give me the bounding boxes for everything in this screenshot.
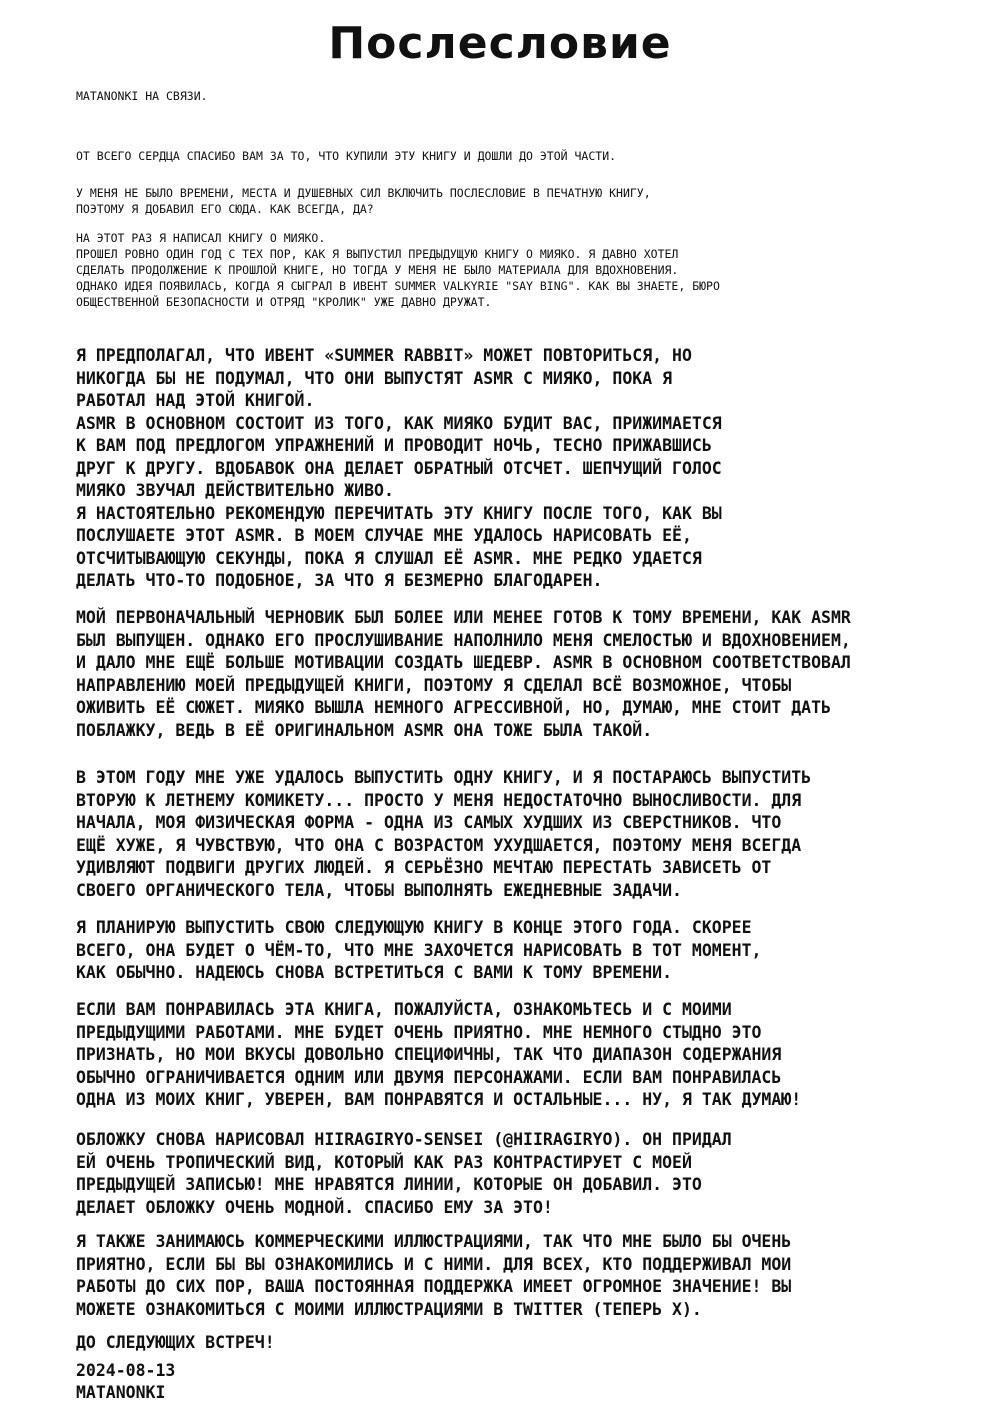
body-paragraph: ОБЛОЖКУ СНОВА НАРИСОВАЛ HIIRAGIRYO-SENSEI (@HIIRAGIRYO). ОН ПРИДАЛ ЕЙ ОЧЕНЬ ТРОПИЧЕСКИЙ ВИД, КОТОРЫЙ КАК РАЗ КОНТРАСТИРУЕТ С МОЕЙ ПРЕДЫДУЩЕЙ ЗАПИСЬЮ! МНЕ НРАВЯТСЯ ЛИНИИ, КОТОРЫЕ ОН ДОБАВИЛ. ЭТО ДЕЛАЕТ ОБЛОЖКУ ОЧЕНЬ МОДНОЙ. СПАСИБО ЕМУ ЗА ЭТО! <box>76 1130 732 1217</box>
intro-paragraph: У МЕНЯ НЕ БЫЛО ВРЕМЕНИ, МЕСТА И ДУШЕВНЫХ СИЛ ВКЛЮЧИТЬ ПОСЛЕСЛОВИЕ В ПЕЧАТНУЮ КНИГУ, ПОЭТОМУ Я ДОБАВИЛ ЕГО СЮДА. КАК ВСЕГДА, ДА? <box>76 186 651 216</box>
greeting-line: MATANONKI НА СВЯЗИ. <box>76 89 208 103</box>
body-paragraph: Я ТАКЖЕ ЗАНИМАЮСЬ КОММЕРЧЕСКИМИ ИЛЛЮСТРАЦИЯМИ, ТАК ЧТО МНЕ БЫЛО БЫ ОЧЕНЬ ПРИЯТНО, ЕСЛИ БЫ ВЫ ОЗНАКОМИЛИСЬ И С НИМИ. ДЛЯ ВСЕХ, КТО ПОДДЕРЖИВАЛ МОИ РАБОТЫ ДО СИХ ПОР, ВАША ПОСТОЯННАЯ ПОДДЕРЖКА ИМЕЕТ ОГРОМНОЕ ЗНАЧЕНИЕ! ВЫ МОЖЕТЕ ОЗНАКОМИТЬСЯ С МОИМИ ИЛЛЮСТРАЦИЯМИ В TWITTER (ТЕПЕРЬ X). <box>76 1232 792 1319</box>
body-paragraph: В ЭТОМ ГОДУ МНЕ УЖЕ УДАЛОСЬ ВЫПУСТИТЬ ОДНУ КНИГУ, И Я ПОСТАРАЮСЬ ВЫПУСТИТЬ ВТОРУЮ К ЛЕТНЕМУ КОМИКЕТУ... ПРОСТО У МЕНЯ НЕДОСТАТОЧНО ВЫНОСЛИВОСТИ. ДЛЯ НАЧАЛА, МОЯ ФИЗИЧЕСКАЯ ФОРМА - ОДНА ИЗ САМЫХ ХУДШИХ ИЗ СВЕРСТНИКОВ. ЧТО ЕЩЁ ХУЖЕ, Я ЧУВСТВУЮ, ЧТО ОНА С ВОЗРАСТОМ УХУДШАЕТСЯ, ПОЭТОМУ МЕНЯ ВСЕГДА УДИВЛЯЮТ ПОДВИГИ ДРУГИХ ЛЮДЕЙ. Я СЕРЬЁЗНО МЕЧТАЮ ПЕРЕСТАТЬ ЗАВИСЕТЬ ОТ СВОЕГО ОРГАНИЧЕСКОГО ТЕЛА, ЧТОБЫ ВЫПОЛНЯТЬ ЕЖЕДНЕВНЫЕ ЗАДАЧИ. <box>76 768 812 900</box>
date-line: 2024-08-13 <box>76 1361 176 1380</box>
body-paragraph: Я ПРЕДПОЛАГАЛ, ЧТО ИВЕНТ «SUMMER RABBIT» МОЖЕТ ПОВТОРИТЬСЯ, НО НИКОГДА БЫ НЕ ПОДУМАЛ, ЧТО ОНИ ВЫПУСТЯТ ASMR С МИЯКО, ПОКА Я РАБОТАЛ НАД ЭТОЙ КНИГОЙ. ASMR В ОСНОВНОМ СОСТОИТ ИЗ ТОГО, КАК МИЯКО БУДИТ ВАС, ПРИЖИМАЕТСЯ К ВАМ ПОД ПРЕДЛОГОМ УПРАЖНЕНИЙ И ПРОВОДИТ НОЧЬ, ТЕСНО ПРИЖАВШИСЬ ДРУГ К ДРУГУ. ВДОБАВОК ОНА ДЕЛАЕТ ОБРАТНЫЙ ОТСЧЕТ. ШЕПЧУЩИЙ ГОЛОС МИЯКО ЗВУЧАЛ ДЕЙСТВИТЕЛЬНО ЖИВО. Я НАСТОЯТЕЛЬНО РЕКОМЕНДУЮ ПЕРЕЧИТАТЬ ЭТУ КНИГУ ПОСЛЕ ТОГО, КАК ВЫ ПОСЛУШАЕТЕ ЭТОТ ASMR. В МОЕМ СЛУЧАЕ МНЕ УДАЛОСЬ НАРИСОВАТЬ ЕЁ, ОТСЧИТЫВАЮЩУЮ СЕКУНДЫ, ПОКА Я СЛУШАЛ ЕЁ ASMR. МНЕ РЕДКО УДАЕТСЯ ДЕЛАТЬ ЧТО-ТО ПОДОБНОЕ, ЗА ЧТО Я БЕЗМЕРНО БЛАГОДАРЕН. <box>76 346 722 590</box>
intro-paragraph: ОТ ВСЕГО СЕРДЦА СПАСИБО ВАМ ЗА ТО, ЧТО КУПИЛИ ЭТУ КНИГУ И ДОШЛИ ДО ЭТОЙ ЧАСТИ. <box>76 149 617 163</box>
signature-line: MATANONKI <box>76 1383 166 1402</box>
farewell-line: ДО СЛЕДУЮЩИХ ВСТРЕЧ! <box>76 1333 275 1352</box>
intro-paragraph: НА ЭТОТ РАЗ Я НАПИСАЛ КНИГУ О МИЯКО. ПРОШЕЛ РОВНО ОДИН ГОД С ТЕХ ПОР, КАК Я ВЫПУСТИЛ ПРЕДЫДУЩУЮ КНИГУ О МИЯКО. Я ДАВНО ХОТЕЛ СДЕЛАТЬ ПРОДОЛЖЕНИЕ К ПРОШЛОЙ КНИГЕ, НО ТОГДА У МЕНЯ НЕ БЫЛО МАТЕРИАЛА ДЛЯ ВДОХНОВЕНИЯ. ОДНАКО ИДЕЯ ПОЯВИЛАСЬ, КОГДА Я СЫГРАЛ В ИВЕНТ SUMMER VALKYRIE "SAY BING". КАК ВЫ ЗНАЕТЕ, БЮРО ОБЩЕСТВЕННОЙ БЕЗОПАСНОСТИ И ОТРЯД "КРОЛИК" УЖЕ ДАВНО ДРУЖАТ. <box>76 231 720 309</box>
body-paragraph: ЕСЛИ ВАМ ПОНРАВИЛАСЬ ЭТА КНИГА, ПОЖАЛУЙСТА, ОЗНАКОМЬТЕСЬ И С МОИМИ ПРЕДЫДУЩИМИ РАБОТАМИ. МНЕ БУДЕТ ОЧЕНЬ ПРИЯТНО. МНЕ НЕМНОГО СТЫДНО ЭТО ПРИЗНАТЬ, НО МОИ ВКУСЫ ДОВОЛЬНО СПЕЦИФИЧНЫ, ТАК ЧТО ДИАПАЗОН СОДЕРЖАНИЯ ОБЫЧНО ОГРАНИЧИВАЕТСЯ ОДНИМ ИЛИ ДВУМЯ ПЕРСОНАЖАМИ. ЕСЛИ ВАМ ПОНРАВИЛАСЬ ОДНА ИЗ МОИХ КНИГ, УВЕРЕН, ВАМ ПОНРАВЯТСЯ И ОСТАЛЬНЫЕ... НУ, Я ТАК ДУМАЮ! <box>76 1000 802 1109</box>
body-paragraph: МОЙ ПЕРВОНАЧАЛЬНЫЙ ЧЕРНОВИК БЫЛ БОЛЕЕ ИЛИ МЕНЕЕ ГОТОВ К ТОМУ ВРЕМЕНИ, КАК ASMR БЫЛ ВЫПУЩЕН. ОДНАКО ЕГО ПРОСЛУШИВАНИЕ НАПОЛНИЛО МЕНЯ СМЕЛОСТЬЮ И ВДОХНОВЕНИЕМ, И ДАЛО МНЕ ЕЩЁ БОЛЬШЕ МОТИВАЦИИ СОЗДАТЬ ШЕДЕВР. ASMR В ОСНОВНОМ СООТВЕТСТВОВАЛ НАПРАВЛЕНИЮ МОЕЙ ПРЕДЫДУЩЕЙ КНИГИ, ПОЭТОМУ Я СДЕЛАЛ ВСЁ ВОЗМОЖНОЕ, ЧТОБЫ ОЖИВИТЬ ЕЁ СЮЖЕТ. МИЯКО ВЫШЛА НЕМНОГО АГРЕССИВНОЙ, НО, ДУМАЮ, МНЕ СТОИТ ДАТЬ ПОБЛАЖКУ, ВЕДЬ В ЕЁ ОРИГИНАЛЬНОМ ASMR ОНА ТОЖЕ БЫЛА ТАКОЙ. <box>76 608 851 740</box>
page-title: Послесловие <box>328 18 672 69</box>
body-paragraph: Я ПЛАНИРУЮ ВЫПУСТИТЬ СВОЮ СЛЕДУЮЩУЮ КНИГУ В КОНЦЕ ЭТОГО ГОДА. СКОРЕЕ ВСЕГО, ОНА БУДЕТ О ЧЁМ-ТО, ЧТО МНЕ ЗАХОЧЕТСЯ НАРИСОВАТЬ В ТОТ МОМЕНТ, КАК ОБЫЧНО. НАДЕЮСЬ СНОВА ВСТРЕТИТЬСЯ С ВАМИ К ТОМУ ВРЕМЕНИ. <box>76 918 762 982</box>
